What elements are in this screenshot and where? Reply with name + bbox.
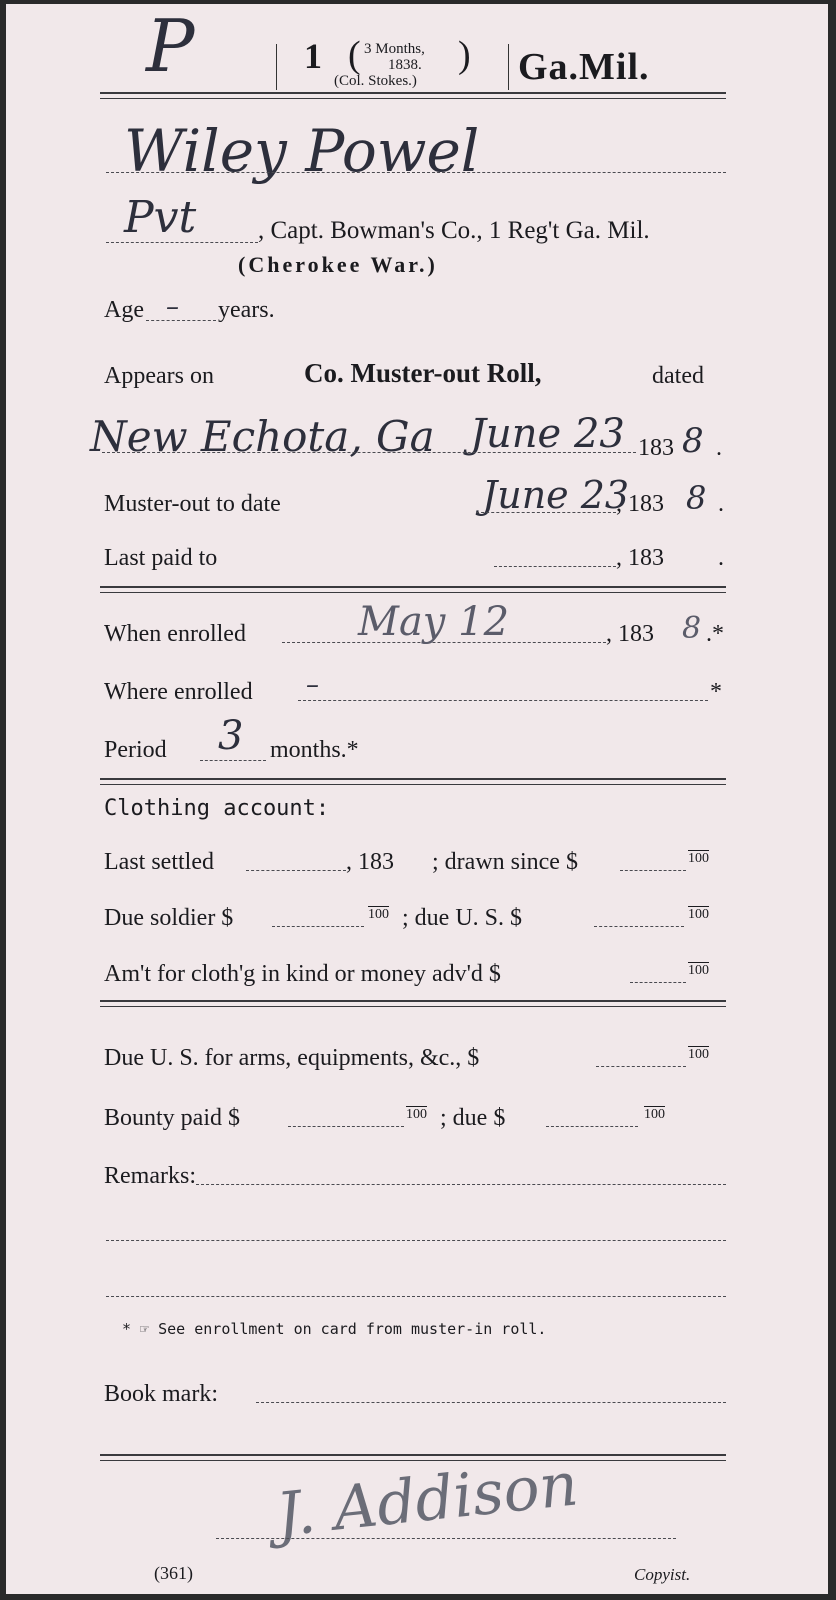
header-paren-open: ( — [348, 34, 361, 76]
when-enrolled-label: When enrolled — [104, 621, 246, 647]
header-number: 1 — [304, 36, 322, 76]
bounty-paid-cents: 100 — [406, 1107, 427, 1122]
section-rule-3a — [100, 1000, 726, 1002]
last-paid-end: . — [718, 545, 724, 571]
clothing-heading: Clothing account: — [104, 796, 330, 821]
muster-out-label: Muster-out to date — [104, 491, 281, 517]
header-year: 1838. — [388, 57, 422, 73]
amt-clothing-cents: 100 — [688, 963, 709, 978]
roll-type: Co. Muster-out Roll, — [304, 358, 542, 388]
drawn-since-label: ; drawn since $ — [432, 849, 578, 875]
muster-roll-card — [6, 4, 828, 1594]
last-settled-dotted-line — [246, 870, 346, 871]
remarks-dotted-line-3 — [106, 1296, 726, 1297]
remarks-dotted-line-1 — [196, 1184, 726, 1185]
period-dotted-line — [200, 760, 266, 761]
age-dotted-line — [146, 320, 216, 321]
amt-clothing-dotted-line — [630, 982, 686, 983]
drawn-since-dotted-line — [620, 870, 686, 871]
age-value: – — [166, 292, 179, 322]
appears-label: Appears on — [104, 363, 214, 389]
bounty-paid-dotted-line — [288, 1126, 404, 1127]
header-letter: P — [146, 4, 195, 88]
muster-date: June 23 — [470, 411, 625, 457]
last-settled-year: , 183 — [346, 849, 394, 875]
where-enrolled-value: – — [306, 670, 319, 700]
due-us-dotted-line — [594, 926, 684, 927]
footnote: * ☞ See enrollment on card from muster-in roll. — [122, 1320, 547, 1338]
bounty-due-dotted-line — [546, 1126, 638, 1127]
copyist-dotted-line — [216, 1538, 676, 1539]
soldier-name: Wiley Powel — [124, 117, 480, 185]
header-months: 3 Months, — [364, 41, 425, 57]
period-months: months.* — [270, 737, 359, 763]
muster-out-year-end: . — [718, 491, 724, 517]
place-dotted-line — [102, 452, 636, 453]
copyist-label: Copyist. — [634, 1565, 691, 1584]
when-enrolled-end: .* — [706, 621, 724, 647]
age-years: years. — [218, 297, 275, 323]
due-soldier-cents: 100 — [368, 907, 389, 922]
book-mark-label: Book mark: — [104, 1381, 218, 1407]
due-soldier-label: Due soldier $ — [104, 905, 234, 931]
last-paid-dotted-line — [494, 566, 616, 567]
muster-out-year-prefix: , 183 — [616, 491, 664, 517]
company-text: , Capt. Bowman's Co., 1 Reg't Ga. Mil. — [258, 217, 650, 244]
where-enrolled-dotted-line — [298, 700, 708, 701]
form-number: (361) — [154, 1563, 193, 1583]
when-enrolled-date: May 12 — [358, 599, 510, 645]
muster-place: New Echota, Ga — [90, 412, 435, 461]
header-divider-1 — [276, 44, 277, 90]
due-us-arms-label: Due U. S. for arms, equipments, &c., $ — [104, 1045, 480, 1071]
section-rule-2b — [100, 784, 726, 785]
header-rule-bottom — [100, 98, 726, 99]
dated-label: dated — [652, 363, 704, 389]
section-rule-1b — [100, 592, 726, 593]
last-paid-year: , 183 — [616, 545, 664, 571]
section-rule-2a — [100, 778, 726, 780]
bounty-due-cents: 100 — [644, 1107, 665, 1122]
name-dotted-line — [106, 172, 726, 173]
where-enrolled-label: Where enrolled — [104, 679, 253, 705]
soldier-rank: Pvt — [124, 192, 197, 243]
header-paren-close: ) — [458, 34, 471, 76]
age-label: Age — [104, 297, 144, 323]
last-paid-label: Last paid to — [104, 545, 218, 571]
muster-out-dotted-line — [476, 512, 616, 513]
section-rule-3b — [100, 1006, 726, 1007]
due-us-arms-cents: 100 — [688, 1047, 709, 1062]
bounty-paid-label: Bounty paid $ — [104, 1105, 240, 1131]
muster-out-date: June 23 — [482, 473, 630, 517]
footer-rule-b — [100, 1460, 726, 1461]
bounty-due-label: ; due $ — [440, 1105, 506, 1131]
due-us-label: ; due U. S. $ — [402, 905, 522, 931]
due-us-cents: 100 — [688, 907, 709, 922]
copyist-signature: J. Addison — [273, 1449, 582, 1551]
when-enrolled-digit: 8 — [682, 611, 702, 646]
section-rule-1a — [100, 586, 726, 588]
header-colonel: (Col. Stokes.) — [334, 73, 417, 89]
period-value: 3 — [218, 713, 244, 759]
header-rule-top — [100, 92, 726, 94]
when-enrolled-year: , 183 — [606, 621, 654, 647]
muster-year-end: . — [716, 435, 722, 461]
due-us-arms-dotted-line — [596, 1066, 686, 1067]
last-settled-label: Last settled — [104, 849, 214, 875]
amt-clothing-label: Am't for cloth'g in kind or money adv'd $ — [104, 961, 501, 987]
header-divider-2 — [508, 44, 509, 90]
rank-dotted-line — [106, 242, 258, 243]
book-mark-dotted-line — [256, 1402, 726, 1403]
remarks-label: Remarks: — [104, 1163, 196, 1189]
where-enrolled-end: * — [710, 679, 722, 705]
muster-year-digit: 8 — [682, 421, 704, 461]
drawn-since-cents: 100 — [688, 851, 709, 866]
footer-rule-a — [100, 1454, 726, 1456]
muster-out-year-digit: 8 — [686, 479, 707, 517]
muster-year-prefix: 183 — [638, 435, 674, 461]
period-label: Period — [104, 737, 167, 763]
header-org: Ga.Mil. — [518, 46, 650, 88]
due-soldier-dotted-line — [272, 926, 364, 927]
war-text: (Cherokee War.) — [238, 252, 438, 277]
remarks-dotted-line-2 — [106, 1240, 726, 1241]
